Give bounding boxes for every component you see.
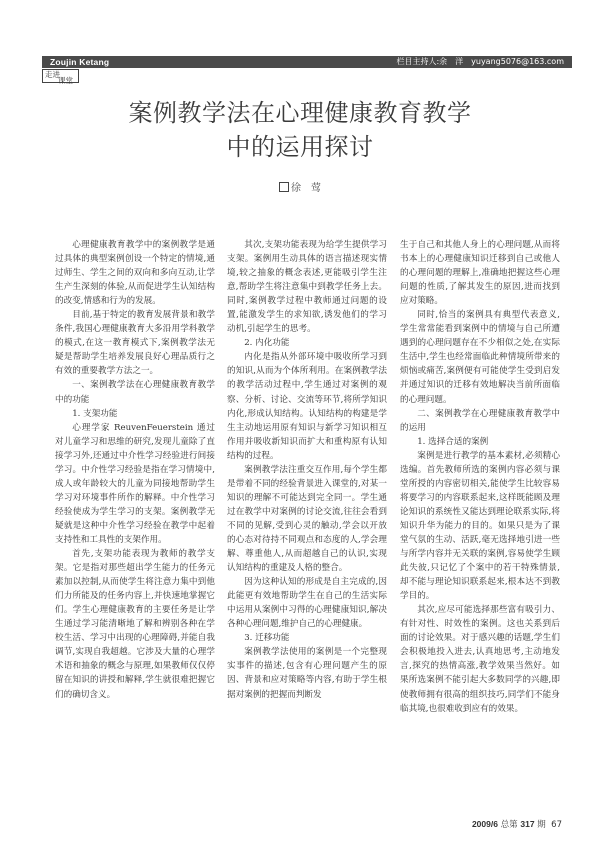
header-bar: [42, 56, 572, 68]
paragraph: 内化是指从外部环境中吸收所学习到的知识,从而为个体所利用。在案例教学法的教学活动过程中,学生通过对案例的观察、分析、讨论、交流等环节,将所学知识内化,形成认知结构。认知结构的构建是学生主动地运用原有知识与新学习知识相互作用并吸收新知识而扩大和重构原有认知结构的过程。: [227, 352, 387, 461]
body-column-2: [227, 238, 387, 702]
paragraph: 生于自己和其他人身上的心理问题,从而将书本上的心理健康知识迁移到自己或他人的心理问题的理解上,准确地把握这些心理问题的性质,了解其发生的原因,进而找到应对策略。: [400, 240, 560, 307]
paragraph: 心理学家 ReuvenFeuerstein 通过对儿童学习和思维的研究,发现儿童除了直接学习外,还通过中介性学习经验进行间接学习。中介性学习经验是指在学习情境中,成人或年龄较大的儿童为同接地帮助学生学习对环境事件所作的解释。中介性学习经验使成为学生学习的支架。案例教学无疑就是这种中介性学习经验在教学中起着支持性和工具性的支架作用。: [55, 422, 215, 545]
subsection-heading: 1. 支架功能: [72, 408, 118, 419]
article-title-line-2: 中的运用探讨: [226, 133, 374, 161]
paragraph: 其次,支架功能表现为给学生提供学习支架。案例用生动具体的语言描述现实情境,较之抽象的概念表述,更能吸引学生注意,帮助学生将注意集中到教学任务上去。同时,案例教学过程中教师通过问题的设置,能激发学生的求知欲,诱发他们的学习动机,引起学生的思考。: [227, 240, 387, 335]
paragraph: 心理健康教育教学中的案例教学是通过具体的典型案例创设一个特定的情境,通过师生、学生之间的双向和多向互动,让学生产生深刻的体验,从而促进学生认知结构的改变,情感和行为的发展。: [55, 240, 215, 307]
page-number: 67: [551, 820, 562, 830]
column-brand: Zoujin Ketang: [50, 57, 110, 67]
subsection-heading: 3. 迁移功能: [244, 633, 290, 644]
body-column-3: [400, 238, 560, 716]
page-footer: [472, 818, 562, 830]
subsection-heading: 1. 选择合适的案例: [417, 436, 489, 447]
paragraph: 因为这种认知的形成是自主完成的,因此能更有效地帮助学生在自己的生活实际中运用从案例中习得的心理健康知识,解决各种心理问题,维护自己的心理健康。: [227, 577, 387, 630]
issue-date: 2009/6: [471, 819, 498, 829]
subsection-heading: 2. 内化功能: [244, 338, 290, 349]
paragraph: 案例是进行教学的基本素材,必须精心选编。首先教师所选的案例内容必须与课堂所授的内容密切相关,能使学生比较容易将要学习的内容联系起来,这样既能顾及理论知识的系统性又能达到理论联系实际,将知识升华为能力的目的。如果只是为了课堂气氛的生动、活跃,毫无选择地引进一些与所学内容并无关联的案例,容易使学生顾此失彼,只记忆了个案中的若干特殊情景,却不能与理论知识联系起来,根本达不到教学目的。: [400, 450, 560, 602]
paragraph: 首先,支架功能表现为教师的教学支架。它是指对那些超出学生能力的任务元素加以控制,从而使学生将注意力集中到他们力所能及的任务内容上,并快速地掌握它们。学生心理健康教育的主要任务是让学生通过学习能清晰地了解和辨别各种在学校生活、学习中出现的心理障碍,并能自我调节,实现自我超越。它涉及大量的心理学术语和抽象的概念与原理,如果教师仅仅停留在知识的讲授和解释,学生就很难把握它们的确切含义。: [55, 549, 215, 700]
article-title: [0, 96, 600, 164]
column-tag-text-1: 走进: [45, 70, 60, 79]
author-box-icon: [279, 182, 289, 192]
article-author: [0, 179, 600, 194]
paragraph: 其次,应尽可能选择那些富有吸引力、有针对性、时效性的案例。这也关系到后面的讨论效果。对于感兴趣的话题,学生们会积极地投入进去,认真地思考,主动地发言,探究的热情高涨,教学效果当然好。如果所选案例不能引起大多数同学的兴趣,即使教师拥有很高的组织技巧,同学们不能身临其境,也很难收到应有的效果。: [400, 605, 560, 714]
paragraph: 案例教学法注重交互作用,每个学生都是带着不同的经验背景进入课堂的,对某一知识的理解不可能达到完全同一。学生通过在教学中对案例的讨论交流,往往会看到不同的见解,受到心灵的触动,学会以开放的心态对待持不同观点和态度的人,学会理解、尊重他人,从而超越自己的认识,实现认知结构的重建及人格的整合。: [227, 464, 387, 574]
section-heading: 二、案例教学在心理健康教育教学中的运用: [400, 408, 560, 433]
column-tag: [42, 69, 79, 83]
total-issue-number: 317: [520, 819, 535, 829]
paragraph: 案例教学法使用的案例是一个完整现实事件的描述,包含有心理问题产生的原因、背景和应对策略等内容,有助于学生根据对案例的把握而判断发: [227, 647, 387, 700]
author-name: 徐 莺: [291, 183, 321, 194]
column-tag-text-2: 课堂: [58, 76, 73, 85]
paragraph: 目前,基于特定的教育发展背景和教学条件,我国心理健康教育大多沿用学科教学的模式,在这一教育模式下,案例教学法无疑是帮助学生培养发展良好心理品质行之有效的重要教学方法之一。: [55, 310, 215, 377]
article-body: [55, 238, 560, 798]
section-heading: 一、案例教学法在心理健康教育教学中的功能: [55, 380, 215, 405]
total-label: 总第: [500, 820, 518, 830]
paragraph: 同时,恰当的案例具有典型代表意义,学生常常能看到案例中的情境与自己所遭遇到的心理问题存在不少相似之处,在实际生活中,学生也经常面临此种情境所带来的烦恼或痛苦,案例便有可能使学生受到启发并通过知识的迁移有效地解决当前所面临的心理问题。: [400, 310, 560, 405]
period-label: 期: [537, 820, 546, 830]
article-title-line-1: 案例教学法在心理健康教育教学: [128, 99, 472, 127]
column-editor: 栏目主持人:余 洋 yuyang5076@163.com: [396, 57, 564, 66]
body-column-1: [55, 238, 215, 702]
